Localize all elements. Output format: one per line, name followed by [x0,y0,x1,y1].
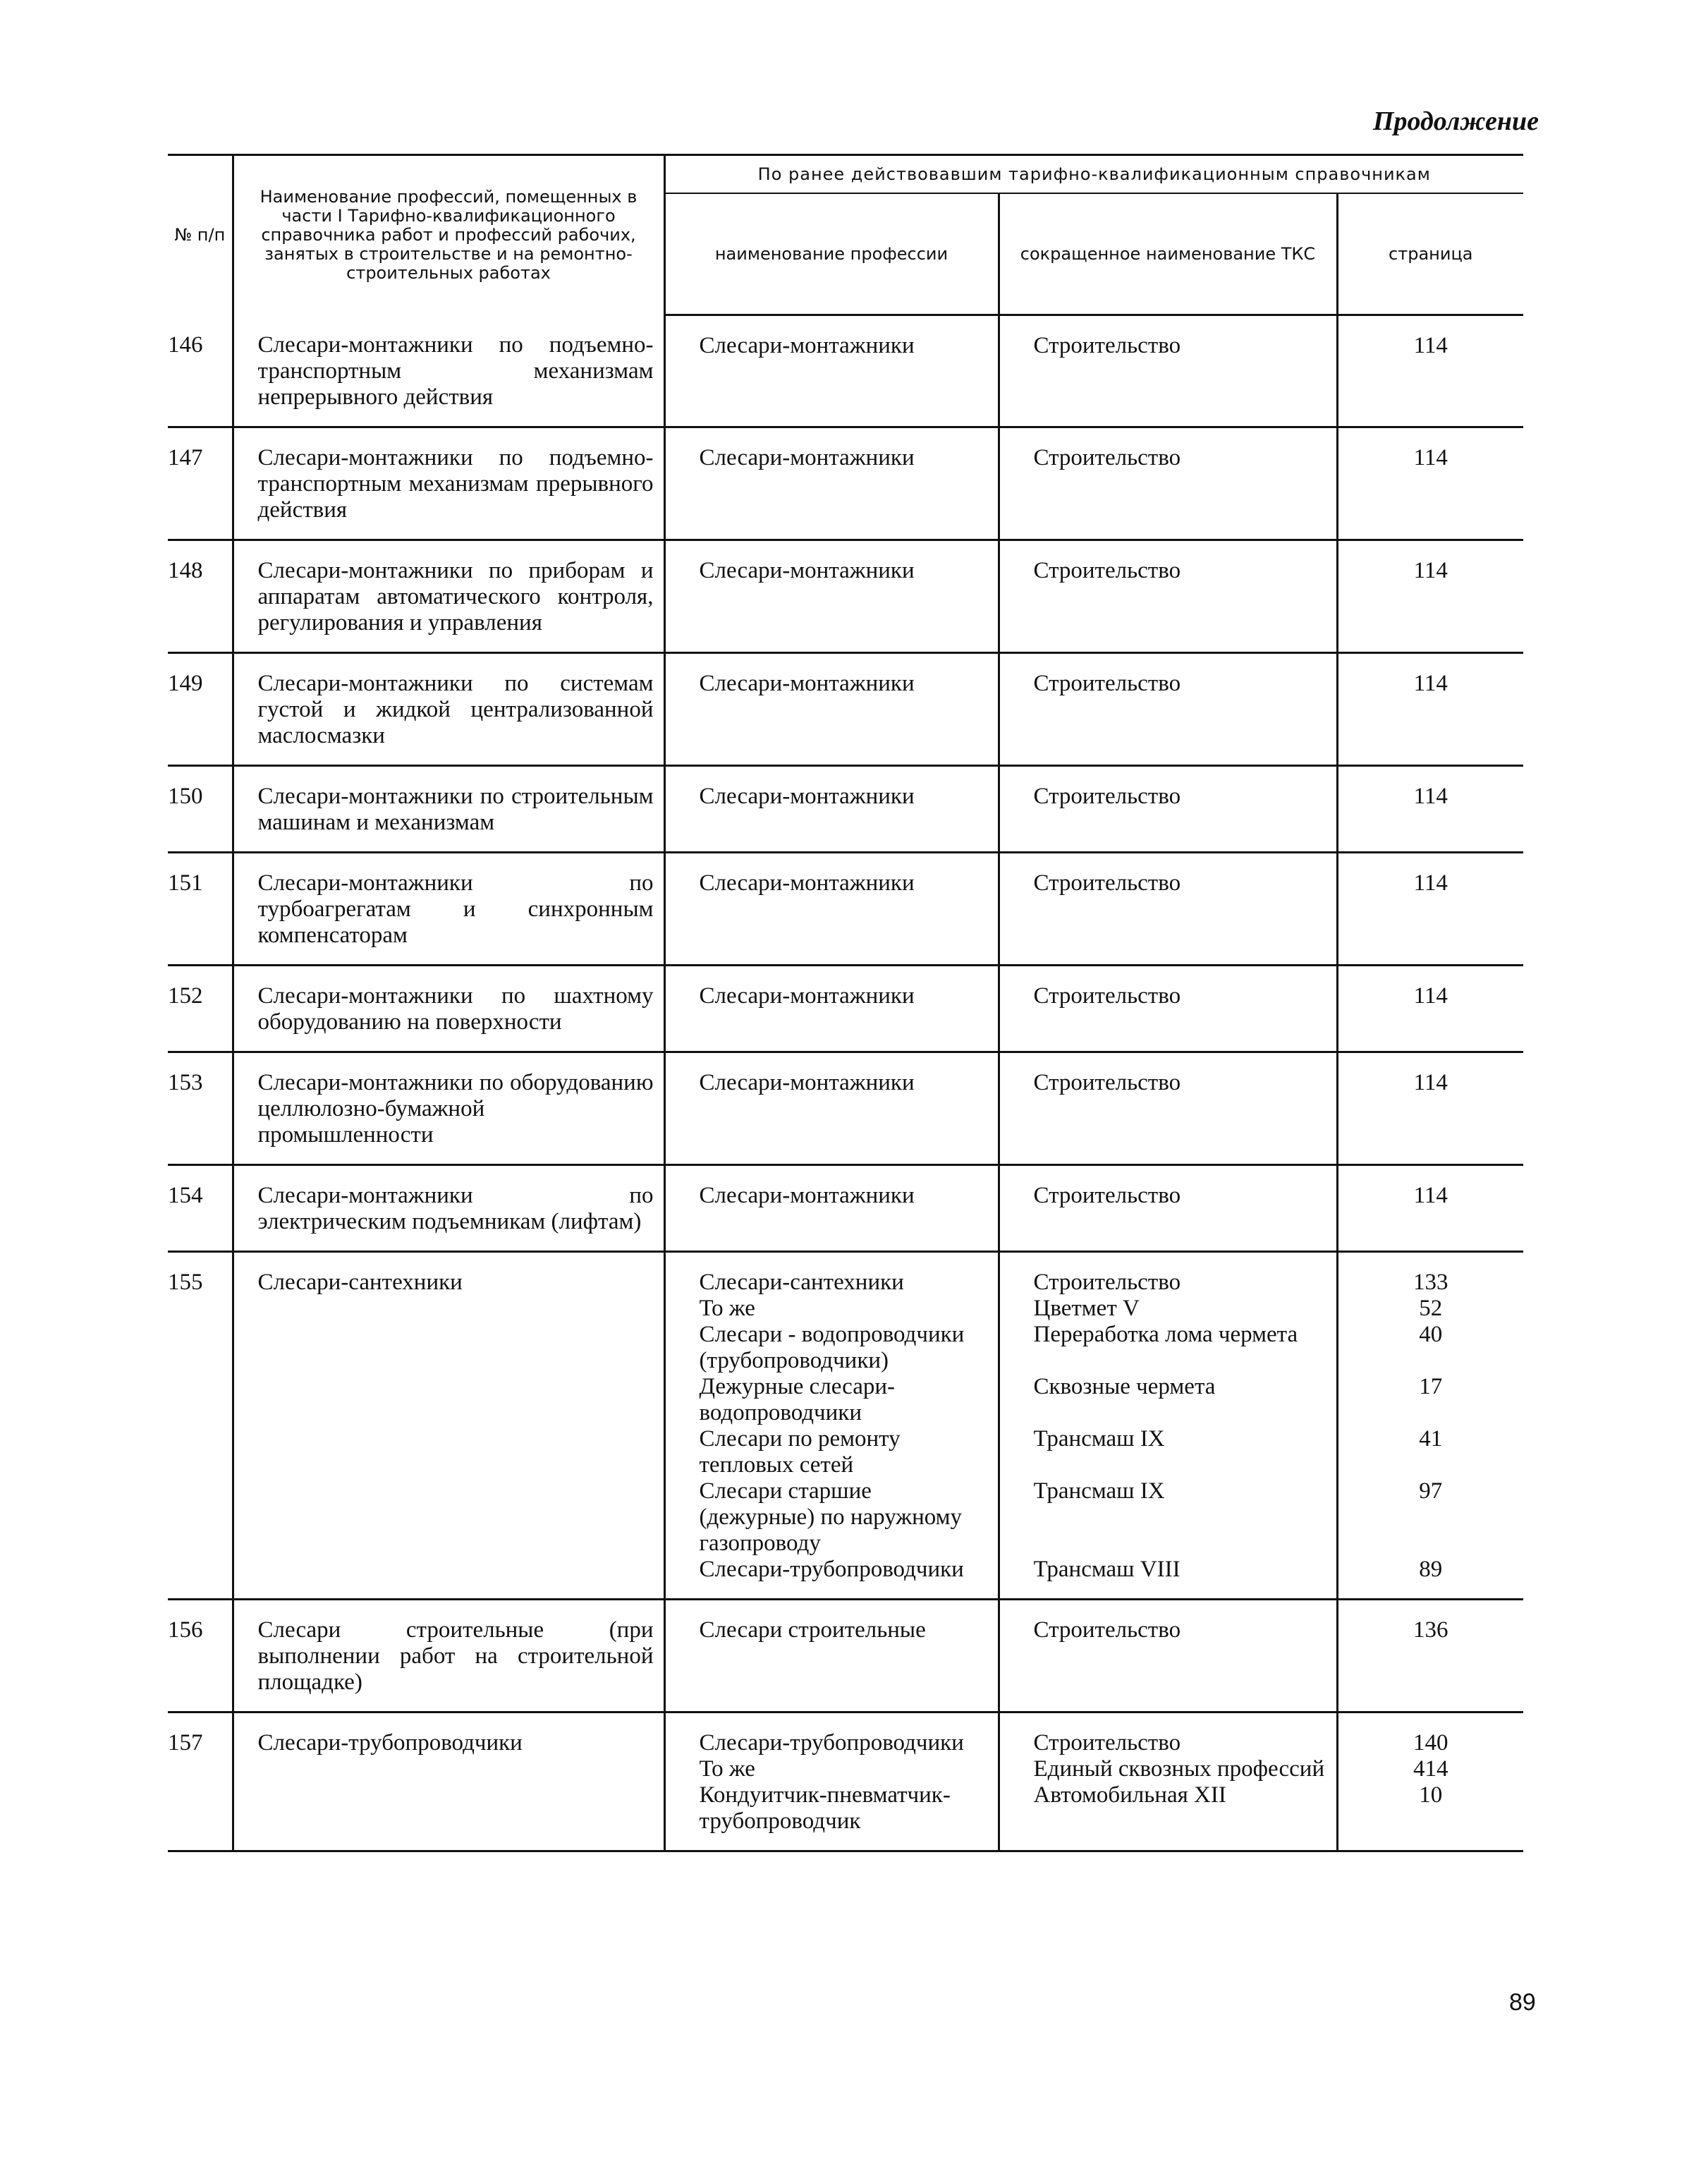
page-cell [1337,1712,1523,1851]
row-number: 157 [168,1712,233,1851]
previous-profession: Слесари строительные [699,1617,926,1643]
tks-short-name: Трансмаш VIII [1033,1556,1181,1582]
previous-profession: Слесари-монтажники [699,333,915,358]
row-number: 155 [168,1251,233,1599]
profession-name: Слесари-монтажники по строительным машинам и механизмам [233,765,664,852]
profession-name: Слесари-монтажники по электрическим подъемникам (лифтам) [233,1164,664,1251]
previous-profession: Слесари-трубопроводчики [699,1729,964,1756]
page-ref: 97 [1419,1478,1443,1504]
profession-name: Слесари-монтажники по приборам и аппаратам автоматического контроля, регулирования и управления [233,540,664,652]
tks-short-name: Трансмаш IX [1033,1478,1165,1504]
previous-profession-cell [664,315,999,427]
row-number: 148 [168,540,233,652]
tks-short-name: Строительство [1033,1617,1181,1643]
table-row [168,427,1523,540]
previous-profession-cell [664,427,999,540]
page-cell [1337,652,1523,765]
previous-profession: Слесари-монтажники [699,1069,915,1095]
tks-short-name: Автомобильная XII [1033,1782,1226,1808]
profession-name: Слесари строительные (при выполнении работ на строительной площадке) [233,1599,664,1712]
tks-short-name: Трансмаш IX [1033,1425,1165,1452]
page-ref: 414 [1413,1756,1448,1782]
previous-profession: Слесари-трубопроводчики [699,1556,964,1582]
previous-profession: То же [699,1756,755,1782]
previous-profession-cell [664,1712,999,1851]
tks-short-name: Переработка лома чермета [1033,1321,1298,1347]
continuation-label: Продолжение [1372,107,1539,136]
page-cell [1337,852,1523,965]
profession-name: Слесари-монтажники по подъемно-транспортным механизмам прерывного действия [233,427,664,540]
profession-name: Слесари-трубопроводчики [233,1712,664,1851]
page-cell [1337,965,1523,1052]
page-ref: 114 [1413,1182,1448,1208]
previous-profession: Слесари старшие (дежурные) по наружному газопроводу [699,1478,963,1556]
previous-profession-cell [664,1052,999,1164]
tks-short-name: Строительство [1033,557,1181,583]
page-cell [1337,1251,1523,1599]
tks-cell [999,1251,1337,1599]
row-number: 153 [168,1052,233,1164]
page-ref: 114 [1413,783,1448,809]
previous-profession: Слесари-монтажники [699,557,915,583]
tks-short-name: Цветмет V [1033,1295,1140,1321]
table-row [168,1251,1523,1599]
row-number: 149 [168,652,233,765]
tks-short-name: Единый сквозных профессий [1033,1756,1325,1782]
previous-profession: Слесари-монтажники [699,783,915,809]
previous-profession: Слесари - водопроводчики (трубопроводчики) [699,1321,965,1373]
header-previous-profession: наименование профессии [664,193,999,315]
tks-cell [999,852,1337,965]
previous-profession-cell [664,1251,999,1599]
page-ref: 114 [1413,1069,1448,1095]
row-number: 147 [168,427,233,540]
tks-cell [999,652,1337,765]
previous-profession: То же [699,1295,755,1321]
tks-cell [999,1712,1337,1851]
tks-short-name: Сквозные чермета [1033,1373,1216,1399]
page-ref: 10 [1419,1782,1443,1808]
header-tks-short-name: сокращенное наименование ТКС [999,193,1337,315]
table-row [168,852,1523,965]
page-ref: 114 [1413,333,1448,358]
page-cell [1337,765,1523,852]
row-number: 150 [168,765,233,852]
tks-short-name: Строительство [1033,1269,1181,1295]
profession-name: Слесари-сантехники [233,1251,664,1599]
page-cell [1337,1164,1523,1251]
previous-profession: Слесари-монтажники [699,670,915,696]
tks-short-name: Строительство [1033,982,1181,1009]
page-cell [1337,427,1523,540]
profession-name: Слесари-монтажники по оборудованию целлюлозно-бумажной промышленности [233,1052,664,1164]
previous-profession-cell [664,765,999,852]
previous-profession-cell [664,652,999,765]
page-cell [1337,315,1523,427]
row-number: 151 [168,852,233,965]
page-ref: 114 [1413,670,1448,696]
page-ref: 114 [1413,444,1448,470]
row-number: 156 [168,1599,233,1712]
table-row [168,315,1523,427]
page-ref: 114 [1413,557,1448,583]
page-ref: 41 [1419,1425,1443,1452]
professions-table [168,154,1523,1852]
tks-short-name: Строительство [1033,1069,1181,1095]
tks-cell [999,427,1337,540]
tks-cell [999,965,1337,1052]
previous-profession-cell [664,852,999,965]
tks-cell [999,315,1337,427]
table-row [168,540,1523,652]
table-row [168,765,1523,852]
tks-short-name: Строительство [1033,333,1181,358]
page-cell [1337,540,1523,652]
table-row [168,1164,1523,1251]
tks-short-name: Строительство [1033,783,1181,809]
profession-name: Слесари-монтажники по системам густой и жидкой централизованной маслосмазки [233,652,664,765]
previous-profession: Слесари-сантехники [699,1269,904,1295]
row-number: 152 [168,965,233,1052]
tks-cell [999,1599,1337,1712]
page-ref: 140 [1413,1729,1448,1756]
profession-name: Слесари-монтажники по подъемно-транспортным механизмам непрерывного действия [233,315,664,427]
row-number: 146 [168,315,233,427]
tks-short-name: Строительство [1033,1182,1181,1208]
table-row [168,1599,1523,1712]
page-ref: 133 [1413,1269,1448,1295]
page-ref: 114 [1413,870,1448,896]
header-number: № п/п [168,155,233,315]
previous-profession: Дежурные слесари-водопроводчики [699,1373,896,1425]
page-cell [1337,1599,1523,1712]
tks-short-name: Строительство [1033,670,1181,696]
table-row [168,1052,1523,1164]
tks-short-name: Строительство [1033,1729,1181,1756]
tks-short-name: Строительство [1033,444,1181,470]
page-ref: 52 [1419,1295,1443,1321]
previous-profession-cell [664,1599,999,1712]
previous-profession: Слесари-монтажники [699,870,915,896]
page-number: 89 [1509,1989,1536,2016]
page-ref: 136 [1413,1617,1448,1643]
previous-profession: Слесари-монтажники [699,1182,915,1208]
previous-profession-cell [664,965,999,1052]
previous-profession: Слесари по ремонту тепловых сетей [699,1425,901,1478]
page-ref: 114 [1413,982,1448,1009]
previous-profession: Кондуитчик-пневматчик-трубопроводчик [699,1782,951,1834]
profession-name: Слесари-монтажники по турбоагрегатам и синхронным компенсаторам [233,852,664,965]
previous-profession-cell [664,540,999,652]
previous-profession-cell [664,1164,999,1251]
tks-cell [999,540,1337,652]
tks-cell [999,765,1337,852]
profession-name: Слесари-монтажники по шахтному оборудованию на поверхности [233,965,664,1052]
page-ref: 17 [1419,1373,1443,1399]
row-number: 154 [168,1164,233,1251]
page-ref: 40 [1419,1321,1443,1347]
page-cell [1337,1052,1523,1164]
table-row [168,965,1523,1052]
tks-cell [999,1164,1337,1251]
table-row [168,652,1523,765]
page-ref: 89 [1419,1556,1443,1582]
previous-profession: Слесари-монтажники [699,982,915,1009]
previous-profession: Слесари-монтажники [699,444,915,470]
tks-cell [999,1052,1337,1164]
tks-short-name: Строительство [1033,870,1181,896]
header-page: страница [1337,193,1523,315]
header-profession-name: Наименование профессий, помещенных в части I Тарифно-квалификационного справочника работ и профессий рабочих, занятых в строительстве и на ремонтно-строительных работах [233,155,664,315]
header-group-previous-directories: По ранее действовавшим тарифно-квалификационным справочникам [664,155,1523,194]
table-row [168,1712,1523,1851]
